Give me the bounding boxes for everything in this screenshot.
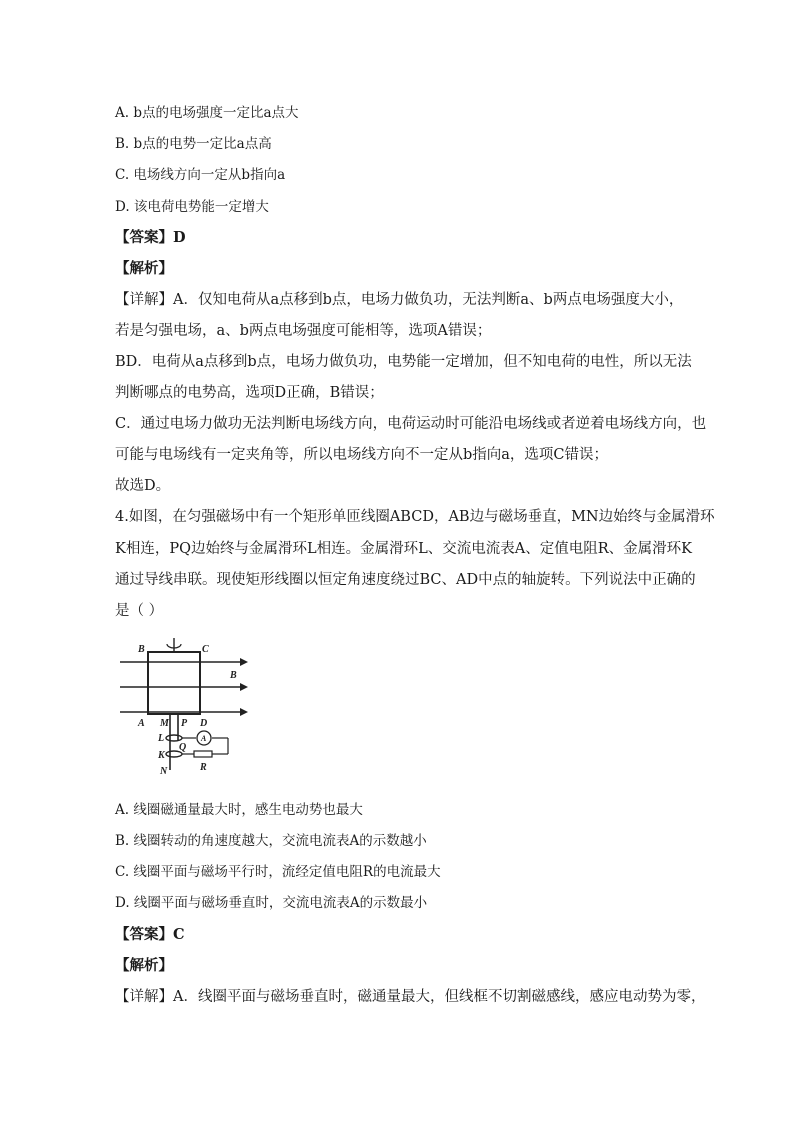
q3-explanation-line: BD．电荷从a点移到b点，电场力做负功，电势能一定增加，但不知电荷的电性，所以无法 <box>115 354 692 370</box>
q4-option-b: B. 线圈转动的角速度越大，交流电流表A的示数越小 <box>115 833 427 849</box>
label-field-b: B <box>230 670 237 681</box>
label-q: Q <box>179 742 187 753</box>
q3-answer: 【答案】D <box>115 229 186 246</box>
coil-figure <box>112 630 252 780</box>
coil-abcd <box>148 652 200 714</box>
label-r: R <box>200 762 207 773</box>
q3-explanation-line: 判断哪点的电势高，选项D正确，B错误； <box>115 385 384 401</box>
q3-option-b: B. b点的电势一定比a点高 <box>115 136 272 152</box>
label-m: M <box>160 718 169 729</box>
q3-explanation-line: 可能与电场线有一定夹角等，所以电场线方向不一定从b指向a，选项C错误； <box>115 447 609 463</box>
q4-answer: 【答案】C <box>115 926 185 943</box>
q3-option-c: C. 电场线方向一定从b指向a <box>115 167 286 183</box>
label-k: K <box>158 750 165 761</box>
q3-option-d: D. 该电荷电势能一定增大 <box>115 199 269 215</box>
label-a: A <box>138 718 145 729</box>
label-ammeter: A <box>201 734 207 743</box>
coil-diagram <box>112 630 252 780</box>
q4-option-a: A. 线圈磁通量最大时，感生电动势也最大 <box>115 802 363 818</box>
q4-explanation-line: 【详解】A．线圈平面与磁场垂直时，磁通量最大，但线框不切割磁感线，感应电动势为零， <box>115 989 706 1005</box>
q4-stem-line: 通过导线串联。现使矩形线圈以恒定角速度绕过BC、AD中点的轴旋转。下列说法中正确的 <box>115 572 696 588</box>
resistor-icon <box>194 751 212 757</box>
q3-explanation-line: 故选D。 <box>115 478 171 494</box>
q3-explanation-line: 【详解】A．仅知电荷从a点移到b点，电场力做负功，无法判断a、b两点电场强度大小， <box>115 292 684 308</box>
q4-option-c: C. 线圈平面与磁场平行时，流经定值电阻R的电流最大 <box>115 864 441 880</box>
q4-stem-line: 是（ ） <box>115 603 164 619</box>
q3-option-a: A. b点的电场强度一定比a点大 <box>115 105 299 121</box>
label-p: P <box>181 718 188 729</box>
label-l: L <box>158 733 165 744</box>
q3-analysis-header: 【解析】 <box>115 260 173 277</box>
label-n: N <box>160 766 168 777</box>
field-arrows <box>240 658 248 716</box>
slip-ring-l <box>166 735 182 741</box>
q3-explanation-line: C．通过电场力做功无法判断电场线方向，电荷运动时可能沿电场线或者逆着电场线方向，也 <box>115 416 707 432</box>
q4-option-d: D. 线圈平面与磁场垂直时，交流电流表A的示数最小 <box>115 895 428 911</box>
q3-explanation-line: 若是匀强电场，a、b两点电场强度可能相等，选项A错误； <box>115 323 492 339</box>
q4-analysis-header: 【解析】 <box>115 957 173 974</box>
label-c: C <box>202 644 209 655</box>
q4-stem-line: 4.如图，在匀强磁场中有一个矩形单匝线圈ABCD，AB边与磁场垂直，MN边始终与金属滑环 <box>115 509 715 525</box>
q4-stem-line: K相连，PQ边始终与金属滑环L相连。金属滑环L、交流电流表A、定值电阻R、金属滑环K <box>115 541 692 557</box>
label-b: B <box>138 644 145 655</box>
field-lines <box>120 662 240 712</box>
label-d: D <box>200 718 208 729</box>
